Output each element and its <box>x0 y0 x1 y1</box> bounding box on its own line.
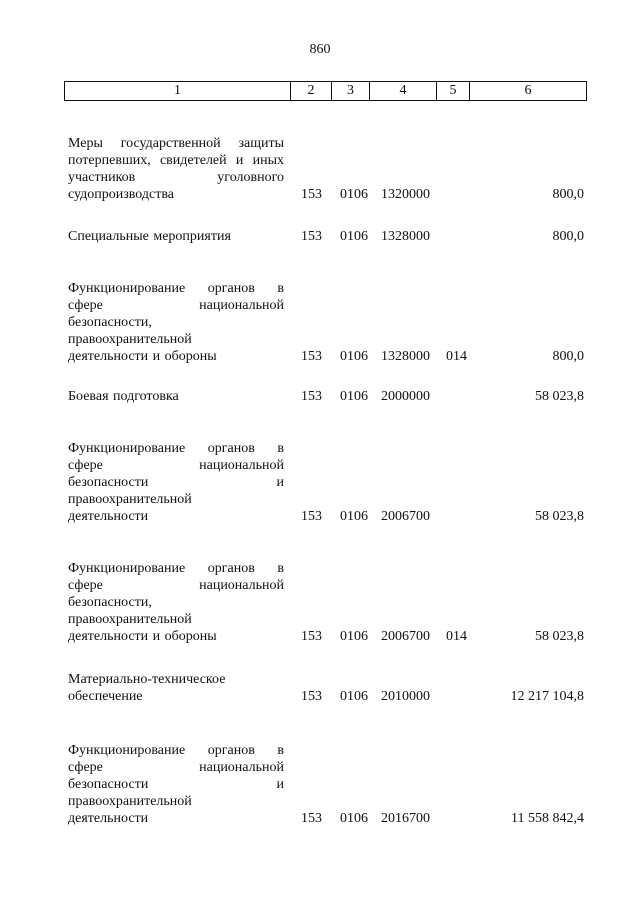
row-amount: 11 558 842,4 <box>511 811 584 826</box>
row-ved-code: 153 <box>301 509 322 524</box>
column-header-1: 1 <box>65 82 291 101</box>
row-name-line: обеспечение <box>68 689 143 704</box>
column-header-5: 5 <box>437 82 470 101</box>
row-target-code: 2016700 <box>381 811 430 826</box>
row-name <box>68 671 284 705</box>
row-section-code: 0106 <box>340 229 368 244</box>
row-name-line: правоохранительной <box>68 794 192 809</box>
row-expense-type: 014 <box>446 349 467 364</box>
row-name-line: Меры государственной защиты <box>68 136 284 151</box>
row-name <box>68 742 284 827</box>
row-name-line: безопасности и <box>68 475 284 490</box>
row-name-line: безопасности, <box>68 595 152 610</box>
row-name <box>68 135 284 203</box>
row-ved-code: 153 <box>301 187 322 202</box>
row-name-line: деятельности и обороны <box>68 629 217 644</box>
row-name-line: потерпевших, свидетелей и иных <box>68 153 284 168</box>
row-name-line: Специальные мероприятия <box>68 229 231 244</box>
row-name-line: сфере национальной <box>68 298 284 313</box>
page-number: 860 <box>309 42 331 57</box>
row-name-line: Функционирование органов в <box>68 281 284 296</box>
row-section-code: 0106 <box>340 689 368 704</box>
row-name-line: Боевая подготовка <box>68 389 179 404</box>
row-name-line: Функционирование органов в <box>68 561 284 576</box>
row-name <box>68 440 284 525</box>
row-ved-code: 153 <box>301 689 322 704</box>
row-name-line: сфере национальной <box>68 760 284 775</box>
row-target-code: 2000000 <box>381 389 430 404</box>
row-target-code: 1328000 <box>381 349 430 364</box>
row-section-code: 0106 <box>340 389 368 404</box>
row-name <box>68 228 284 245</box>
row-name <box>68 280 284 365</box>
row-name-line: сфере национальной <box>68 578 284 593</box>
row-name-line: деятельности <box>68 509 149 524</box>
row-name-line: деятельности <box>68 811 149 826</box>
column-header-4: 4 <box>370 82 437 101</box>
row-ved-code: 153 <box>301 629 322 644</box>
row-amount: 58 023,8 <box>535 389 584 404</box>
row-section-code: 0106 <box>340 187 368 202</box>
row-amount: 58 023,8 <box>535 629 584 644</box>
row-name <box>68 560 284 645</box>
row-name-line: правоохранительной <box>68 332 192 347</box>
row-ved-code: 153 <box>301 229 322 244</box>
column-header-row <box>65 82 587 101</box>
row-target-code: 2006700 <box>381 509 430 524</box>
row-name-line: деятельности и обороны <box>68 349 217 364</box>
row-section-code: 0106 <box>340 811 368 826</box>
row-name-line: сфере национальной <box>68 458 284 473</box>
row-name-line: Функционирование органов в <box>68 441 284 456</box>
row-amount: 12 217 104,8 <box>510 689 584 704</box>
row-amount: 800,0 <box>552 229 584 244</box>
column-header-2: 2 <box>291 82 332 101</box>
row-ved-code: 153 <box>301 811 322 826</box>
row-name-line: судопроизводства <box>68 187 174 202</box>
row-ved-code: 153 <box>301 349 322 364</box>
row-name-line: правоохранительной <box>68 612 192 627</box>
row-amount: 800,0 <box>552 349 584 364</box>
row-name-line: безопасности, <box>68 315 152 330</box>
row-name-line: участников уголовного <box>68 170 284 185</box>
column-header-6: 6 <box>470 82 587 101</box>
row-name-line: правоохранительной <box>68 492 192 507</box>
column-header-3: 3 <box>332 82 370 101</box>
row-expense-type: 014 <box>446 629 467 644</box>
row-section-code: 0106 <box>340 629 368 644</box>
row-name-line: безопасности и <box>68 777 284 792</box>
row-name-line: Функционирование органов в <box>68 743 284 758</box>
row-amount: 58 023,8 <box>535 509 584 524</box>
row-name <box>68 388 284 405</box>
row-section-code: 0106 <box>340 509 368 524</box>
row-target-code: 2010000 <box>381 689 430 704</box>
column-header-table <box>64 81 587 101</box>
row-target-code: 2006700 <box>381 629 430 644</box>
row-target-code: 1320000 <box>381 187 430 202</box>
row-amount: 800,0 <box>552 187 584 202</box>
row-section-code: 0106 <box>340 349 368 364</box>
row-ved-code: 153 <box>301 389 322 404</box>
row-name-line: Материально-техническое <box>68 672 226 687</box>
row-target-code: 1328000 <box>381 229 430 244</box>
